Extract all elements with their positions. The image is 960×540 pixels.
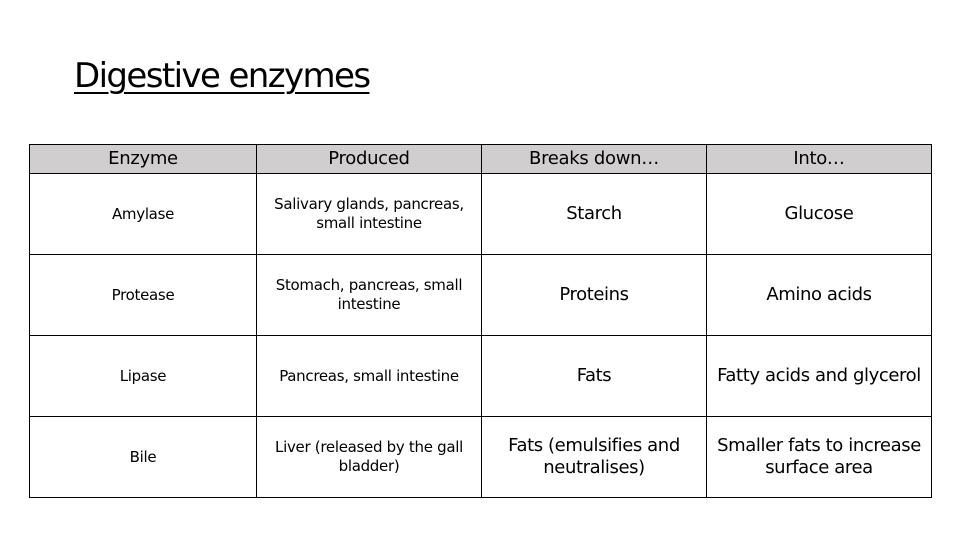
table-row-lipase (30, 336, 932, 417)
cell-breaks-down: Proteins (482, 255, 707, 336)
slide-title: Digestive enzymes (74, 56, 370, 96)
table-row-amylase (30, 174, 932, 255)
cell-produced: Stomach, pancreas, small intestine (257, 255, 482, 336)
table-body (30, 174, 932, 498)
cell-breaks-down: Starch (482, 174, 707, 255)
header-breaks-down: Breaks down… (482, 145, 707, 174)
table-header (30, 145, 932, 174)
header-enzyme: Enzyme (30, 145, 257, 174)
table-row-protease (30, 255, 932, 336)
cell-enzyme: Lipase (30, 336, 257, 417)
cell-produced: Salivary glands, pancreas, small intestine (257, 174, 482, 255)
cell-into: Fatty acids and glycerol (707, 336, 932, 417)
cell-breaks-down: Fats (emulsifies and neutralises) (482, 417, 707, 498)
cell-enzyme: Amylase (30, 174, 257, 255)
cell-enzyme: Bile (30, 417, 257, 498)
cell-into: Amino acids (707, 255, 932, 336)
cell-enzyme: Protease (30, 255, 257, 336)
cell-into: Glucose (707, 174, 932, 255)
cell-breaks-down: Fats (482, 336, 707, 417)
enzymes-table (29, 144, 932, 498)
header-into: Into… (707, 145, 932, 174)
cell-produced: Liver (released by the gall bladder) (257, 417, 482, 498)
header-row (30, 145, 932, 174)
cell-produced: Pancreas, small intestine (257, 336, 482, 417)
header-produced: Produced (257, 145, 482, 174)
table-row-bile (30, 417, 932, 498)
cell-into: Smaller fats to increase surface area (707, 417, 932, 498)
